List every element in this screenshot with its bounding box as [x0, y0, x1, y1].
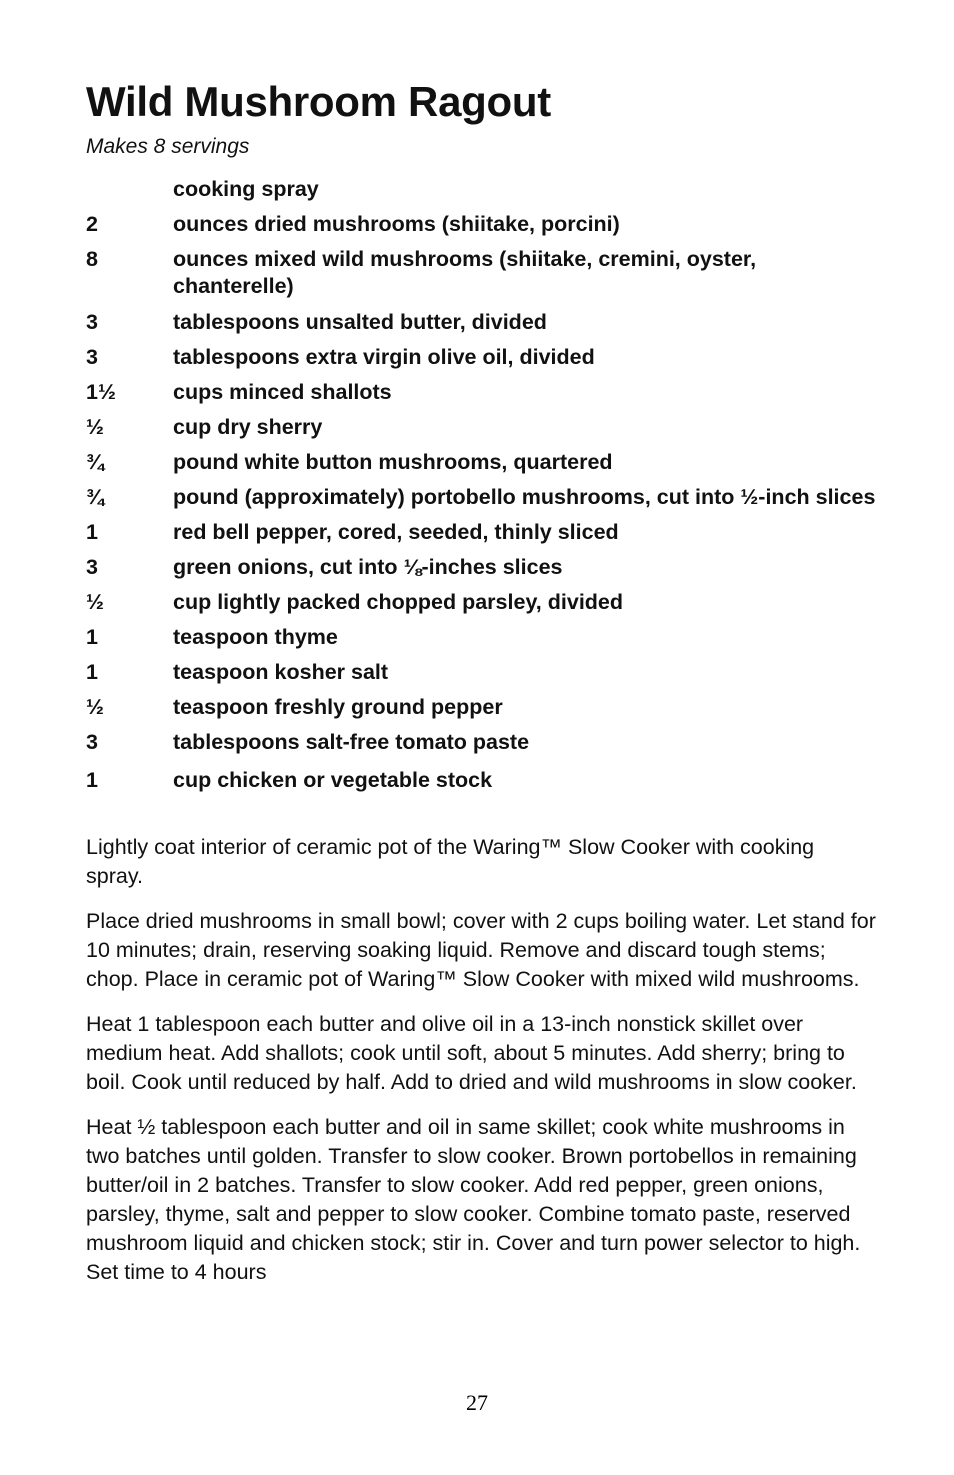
page-number: 27: [466, 1390, 488, 1415]
ingredient-row: [86, 449, 876, 476]
ingredient-desc: red bell pepper, cored, seeded, thinly sliced: [173, 520, 619, 544]
ingredient-qty: 3: [86, 345, 98, 369]
ingredient-qty: 3: [86, 310, 98, 334]
ingredient-row: [86, 379, 876, 406]
ingredient-qty: 2: [86, 212, 98, 236]
ingredient-list: [86, 175, 876, 794]
ingredient-row: [86, 414, 876, 441]
ingredient-desc: pound (approximately) portobello mushrooms, cut into ½-inch slices: [173, 485, 876, 509]
ingredient-row: [86, 589, 876, 616]
ingredient-row: [86, 554, 876, 581]
instructions: [86, 833, 876, 1303]
ingredient-row: [86, 624, 876, 651]
ingredient-desc: cooking spray: [173, 177, 319, 201]
ingredient-row: [86, 344, 876, 371]
servings-note: Makes 8 servings: [86, 135, 250, 158]
ingredient-desc: tablespoons salt-free tomato paste: [173, 730, 530, 754]
ingredient-qty: 1: [86, 520, 98, 544]
ingredient-qty: ½: [86, 590, 104, 614]
ingredient-desc: green onions, cut into ⅛-inches slices: [173, 555, 563, 579]
ingredient-desc: cups minced shallots: [173, 380, 392, 404]
ingredient-qty: 3: [86, 555, 98, 579]
ingredient-desc: tablespoons extra virgin olive oil, divided: [173, 345, 595, 369]
ingredient-qty: 1½: [86, 380, 116, 404]
ingredient-desc: pound white button mushrooms, quartered: [173, 450, 613, 474]
ingredient-qty: 1: [86, 625, 98, 649]
ingredient-row: [86, 211, 876, 238]
ingredient-qty: 1: [86, 768, 98, 792]
ingredient-desc: teaspoon freshly ground pepper: [173, 695, 503, 719]
ingredient-desc: cup chicken or vegetable stock: [173, 768, 493, 792]
ingredient-row: [86, 659, 876, 686]
ingredient-qty: ¾: [86, 450, 104, 474]
ingredient-qty: ½: [86, 415, 104, 439]
instruction-paragraph: Lightly coat interior of ceramic pot of the Waring™ Slow Cooker with cooking spray.: [86, 835, 815, 888]
ingredient-desc: tablespoons unsalted butter, divided: [173, 310, 547, 334]
ingredient-desc: teaspoon kosher salt: [173, 660, 389, 684]
ingredient-row: [86, 519, 876, 546]
ingredient-row: [86, 694, 876, 721]
ingredient-desc: teaspoon thyme: [173, 625, 338, 649]
ingredient-row: [86, 246, 876, 300]
ingredient-desc: cup dry sherry: [173, 415, 323, 439]
instruction-paragraph: Heat ½ tablespoon each butter and oil in same skillet; cook white mushrooms in two batches until golden. Transfer to slow cooker. Brown portobellos in remaining butter/oil in 2 batches. Transfer to slow cooker. Add red pepper, green onions, parsley, thyme, salt and pepper to slow cooker. Combine tomato paste, reserved mushroom liquid and chicken stock; stir in. Cover and turn power selector to high. Set time to 4 hours: [86, 1115, 861, 1284]
ingredient-row: [86, 729, 876, 756]
ingredient-qty: 1: [86, 660, 98, 684]
ingredient-qty: ½: [86, 695, 104, 719]
ingredient-qty: 8: [86, 247, 98, 271]
ingredient-row: [86, 484, 876, 511]
ingredient-qty: ¾: [86, 485, 104, 509]
ingredient-row: [86, 176, 876, 203]
instruction-paragraph: Place dried mushrooms in small bowl; cover with 2 cups boiling water. Let stand for 10 minutes; drain, reserving soaking liquid. Remove and discard tough stems; chop. Place in ceramic pot of Waring™ Slow Cooker with mixed wild mushrooms.: [86, 909, 876, 991]
ingredient-qty: [86, 176, 173, 203]
ingredient-desc: cup lightly packed chopped parsley, divided: [173, 590, 624, 614]
ingredient-qty: 3: [86, 730, 98, 754]
ingredient-desc: ounces mixed wild mushrooms (shiitake, cremini, oyster, chanterelle): [173, 247, 757, 298]
ingredient-desc: ounces dried mushrooms (shiitake, porcini): [173, 212, 620, 236]
instruction-paragraph: Heat 1 tablespoon each butter and olive oil in a 13-inch nonstick skillet over medium heat. Add shallots; cook until soft, about 5 minutes. Add sherry; bring to boil. Cook until reduced by half. Add to dried and wild mushrooms in slow cooker.: [86, 1012, 857, 1094]
recipe-title: Wild Mushroom Ragout: [86, 78, 551, 125]
ingredient-row: [86, 767, 876, 794]
ingredient-row: [86, 309, 876, 336]
